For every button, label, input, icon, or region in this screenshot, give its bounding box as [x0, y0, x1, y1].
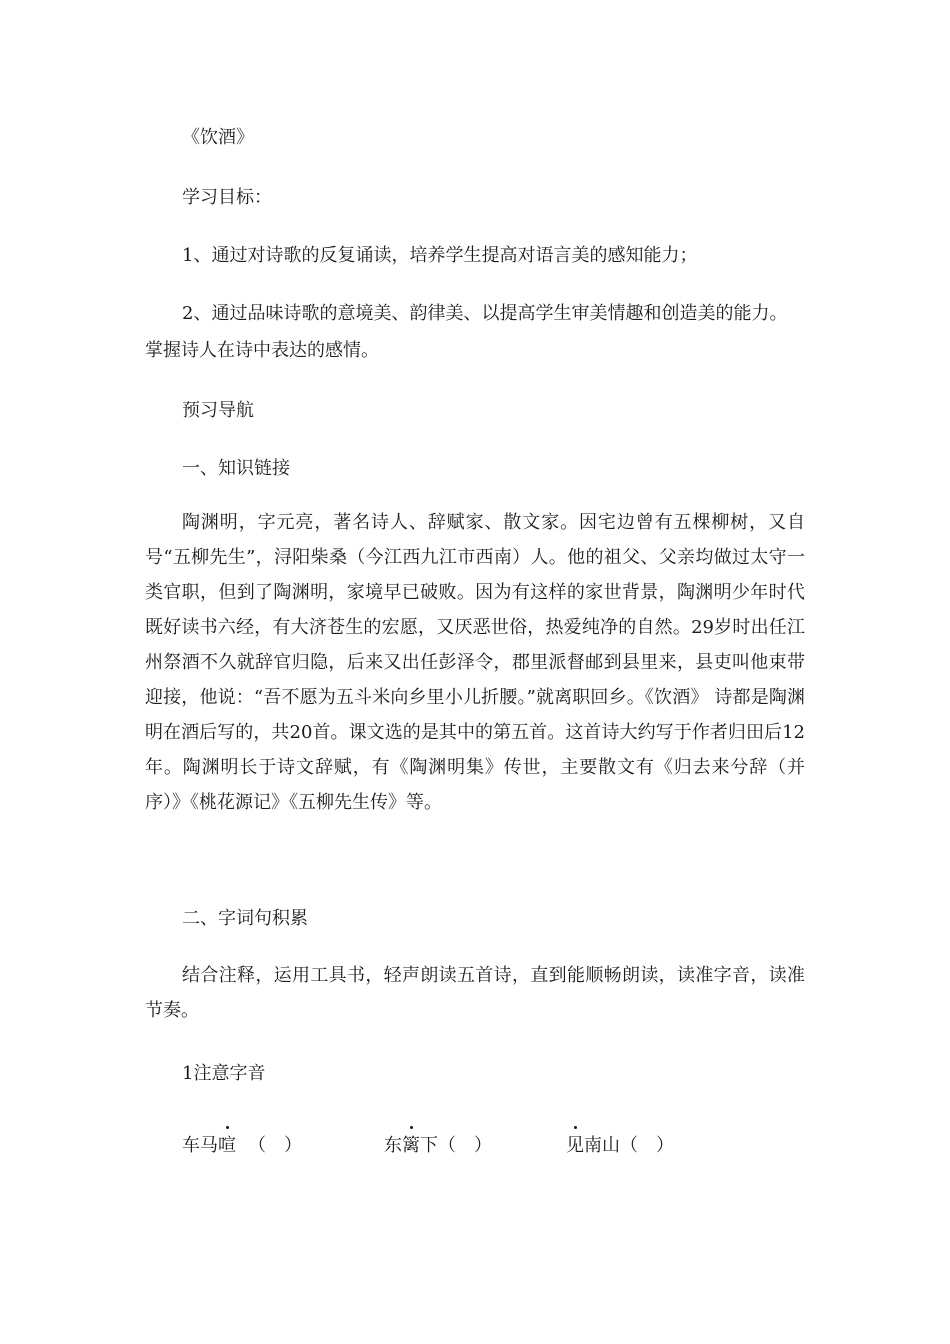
pronunciation-item [384, 1135, 492, 1157]
emphasis-dot-char: 见 [566, 1135, 584, 1156]
objective-2-line-1: 2、通过品味诗歌的意境美、韵律美、以提高学生审美情趣和创造美的能力。 [182, 303, 788, 324]
pronunciation-word-prefix: 东 [384, 1135, 402, 1156]
pronunciation-word-suffix: 下 [420, 1135, 438, 1156]
section-2-heading: 二、字词句积累 [182, 908, 308, 929]
emphasis-dot-char: 喧 [218, 1135, 236, 1156]
section-1-heading: 一、知识链接 [182, 458, 290, 479]
pronunciation-heading: 1注意字音 [182, 1063, 266, 1084]
preview-heading: 预习导航 [182, 400, 254, 421]
pronunciation-item [182, 1135, 302, 1157]
answer-blank: （ ） [438, 1135, 492, 1156]
pronunciation-word-suffix: 南山 [584, 1135, 620, 1156]
pronunciation-word-prefix: 车马 [182, 1135, 218, 1156]
objective-1: 1、通过对诗歌的反复诵读，培养学生提高对语言美的感知能力； [182, 245, 698, 266]
objective-2-line-2: 掌握诗人在诗中表达的感情。 [145, 340, 379, 361]
section-1-body: 陶渊明，字元亮，著名诗人、辞赋家、散文家。因宅边曾有五棵柳树，又自号“五柳先生”，浔阳柴桑（今江西九江市西南）人。他的祖父、父亲均做过太守一类官职，但到了陶渊明，家境早已破败。因为有这样的家世背景，陶渊明少年时代既好读书六经，有大济苍生的宏愿，又厌恶世俗，热爱纯净的自然。29岁时出任江州祭酒不久就辞官归隐，后来又出任彭泽令，郡里派督邮到县里来，县吏叫他束带迎接，他说：“吾不愿为五斗米向乡里小儿折腰。”就离职回乡。《饮酒》 诗都是陶渊明在酒后写的，共20首。课文选的是其中的第五首。这首诗大约写于作者归田后12年。陶渊明长于诗文辞赋，有《陶渊明集》传世，主要散文有《归去来兮辞（并序）》《桃花源记》《五柳先生传》等。 [145, 512, 805, 813]
objectives-heading: 学习目标： [182, 187, 272, 208]
section-2-body: 结合注释，运用工具书，轻声朗读五首诗，直到能顺畅朗读，读准字音，读准节奏。 [145, 965, 805, 1021]
pronunciation-item [566, 1135, 674, 1157]
answer-blank: （ ） [620, 1135, 674, 1156]
answer-blank: （ ） [248, 1135, 302, 1156]
document-title: 《饮酒》 [182, 127, 254, 148]
emphasis-dot-char: 篱 [402, 1135, 420, 1156]
